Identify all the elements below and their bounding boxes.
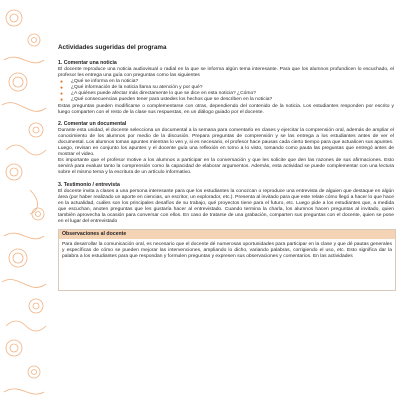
paragraph: El docente invita a clases a una persona interesante para que los estudiantes la conozcan o reproduce una entrevista de alguien que destaque en algún área (por haber realizado un aporte en ciencias, un escritor, un explorador, etc.). Presenta al invitado para que este relate cómo llegó a hacer lo que hace en la actualidad, cuáles son los principales desafíos de su trabajo, qué proyectos tiene para el futuro, etc. Luego pide a los estudiantes que, a medida que escuchan, anoten preguntas que les gustaría hacer al entrevistado. Cuando termina la charla, los alumnos hacen preguntas al invitado, quien también aprovecha la ocasión para conversar con ellos. En caso de tratarse de una grabación, comparten sus preguntas con el docente, quien se pone en el lugar del entrevistado [58,188,394,224]
bullet-icon: ● [60,85,64,92]
document-content [58,44,394,291]
bullet-icon: ● [60,91,64,98]
list-item [60,97,394,104]
bullet-icon: ● [60,97,64,104]
decorative-swirl-border [0,0,52,400]
question-list [58,79,394,103]
observations-body [59,239,395,260]
paragraph: Luego, revisan en conjunto los apuntes y el docente guía una reflexión en torno a lo visto, tomando como pauta las preguntas que entregó antes de mostrar el video. [58,146,394,158]
observations-text: Para desarrollar la comunicación oral, es necesario que el docente dé numerosas oportunidades para participar en la clase y que dé pautas generales y específicas de cómo se pueden mejorar las intervenciones, ampliando lo dicho, variando palabras, corrigiendo el uso, etc. Esto significa dar la palabra a los estudiantes para que respondan y formulen preguntas y expresen sus observaciones y comentarios. En las actividades [62,242,392,260]
bullet-icon: ● [60,79,64,86]
section-testimonio-entrevista [58,182,394,226]
paragraph: Durante esta unidad, el docente selecciona un documental a la semana para comentarlo en clases y ejercitar la comprensión oral, además de ampliar el conocimiento de los alumnos por medio de la discusión. Prepara preguntas de comprensión y se las entrega a los estudiantes antes de ver el documental. Los alumnos toman apuntes mientras lo ven y, si es necesario, el profesor hace pausas cada cierto tiempo para que actualicen sus apuntes. [58,127,394,145]
section-heading: 1. Comentar una noticia [58,60,117,66]
observations-heading: Observaciones al docente [59,230,395,239]
section-outro: Estas preguntas pueden modificarse o complementarse con otras, dependiendo del contenido de la noticia. Los estudiantes responden por escrito y luego comparten con el resto de la clase sus respuestas, en un diálogo guiado por el docente. [58,103,394,115]
section-comentar-noticia [58,60,394,116]
section-heading: 3. Testimonio / entrevista [58,181,120,188]
list-item-text: ¿Qué información de la noticia llama su atención y por qué? [71,85,203,91]
page-title: Actividades sugeridas del programa [58,44,167,51]
observations-box [58,229,396,291]
list-item-text: ¿Qué consecuencias pueden tener para ustedes los hechos que se describen en la noticia? [71,97,273,103]
paragraph: Es importante que el profesor motive a los alumnos a participar en la conversación y que les solicite que den las razones de sus afirmaciones. Esto servirá para evaluar tanto la comprensión como la capacidad de elaborar argumentos. Además, esta actividad se puede complementar con una lectura sobre el mismo tema y la escritura de un artículo informativo. [58,158,394,176]
list-item-text: ¿A quiénes puede afectar más directamente lo que se dice en esta noticia? ¿Cómo? [71,91,256,97]
section-heading: 2. Comentar un documental [58,120,127,127]
section-intro: El docente reproduce una noticia audiovisual o radial en la que se informa algún tema interesante. Para que los alumnos profundicen lo escuchado, el profesor les entrega una guía con preguntas como las siguientes [58,67,394,79]
section-comentar-documental [58,121,394,177]
list-item-text: ¿Qué se informa en la noticia? [71,79,139,85]
